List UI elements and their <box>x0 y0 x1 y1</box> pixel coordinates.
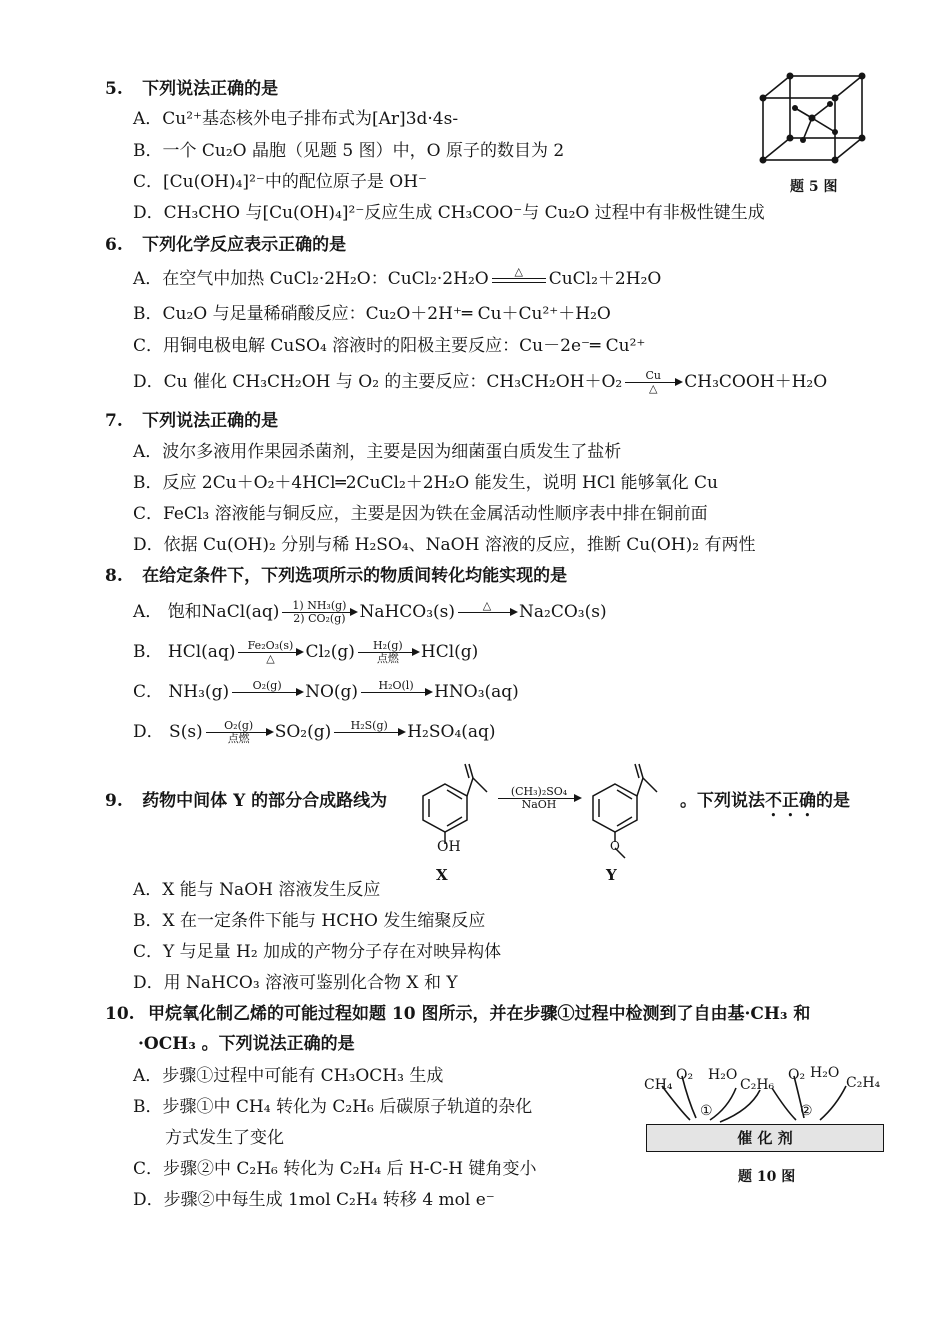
q9-structure-y <box>585 762 665 862</box>
q6-a-equals-sign <box>492 266 546 283</box>
q8-b-arrow-1-bottom: △ <box>266 652 275 665</box>
q6-option-d-right: CH₃COOH＋H₂O <box>684 372 828 392</box>
q8-a-species-3: Na₂CO₃(s) <box>519 602 607 622</box>
q10-fig-c2h4: C₂H₄ <box>846 1075 881 1091</box>
q6-option-d <box>133 370 827 395</box>
q8-d-arrow-1 <box>206 720 272 745</box>
q9-emphasis: 不正确 <box>765 791 816 811</box>
q9-reaction-arrow <box>498 786 580 811</box>
q6-d-catalyst: Cu <box>645 369 661 382</box>
q10-figure <box>640 1058 890 1158</box>
q8-b-arrow-2-bottom: 点燃 <box>376 652 399 665</box>
q9-option-c: C．Y 与足量 H₂ 加成的产物分子存在对映异构体 <box>133 942 502 962</box>
q5-option-c: C．[Cu(OH)₄]²⁻中的配位原子是 OH⁻ <box>133 172 427 192</box>
q8-d-label: D． <box>133 722 164 742</box>
q10-fig-h2o-1: H₂O <box>708 1067 738 1083</box>
q8-b-species-2: Cl₂(g) <box>305 642 355 662</box>
q8-a-species-2: NaHCO₃(s) <box>359 602 456 622</box>
q6-option-b: B．Cu₂O 与足量稀硝酸反应：Cu₂O＋2H⁺═ Cu＋Cu²⁺＋H₂O <box>133 304 611 324</box>
q7-option-d: D．依据 Cu(OH)₂ 分别与稀 H₂SO₄、NaOH 溶液的反应，推断 Cu(OH)₂ 有两性 <box>133 535 756 555</box>
q9-x-oh: OH <box>437 839 461 855</box>
q8-d-arrow-2 <box>334 720 404 745</box>
q7-option-c: C．FeCl₃ 溶液能与铜反应，主要是因为铁在金属活动性顺序表中排在铜前面 <box>133 504 708 524</box>
q5-figure-caption: 题 5 图 <box>790 179 838 195</box>
q8-c-arrow-2 <box>361 680 431 705</box>
q7-stem <box>105 410 278 432</box>
q8-number: 8. <box>105 566 123 586</box>
q8-a-arrow-1-bottom: 2) CO₂(g) <box>293 612 346 625</box>
q10-option-b-line-1: B．步骤①中 CH₄ 转化为 C₂H₆ 后碳原子轨道的杂化 <box>133 1097 533 1117</box>
q9-reagent-top: (CH₃)₂SO₄ <box>510 785 568 798</box>
q6-stem-text: 下列化学反应表示正确的是 <box>142 235 347 255</box>
q8-b-arrow-1-top: Fe₂O₃(s) <box>247 639 294 652</box>
q6-d-heat: △ <box>649 382 658 395</box>
q5-option-a: A．Cu²⁺基态核外电子排布式为[Ar]3d·4s- <box>133 109 459 129</box>
q9-stem-tail-1: 。下列说法 <box>680 791 765 811</box>
q8-d-species-1: S(s) <box>169 722 203 742</box>
q8-option-c <box>133 678 519 706</box>
q9-stem-tail-2: 的是 <box>816 791 850 811</box>
q8-c-arrow-1 <box>232 680 302 705</box>
q6-option-a <box>133 265 662 290</box>
q8-b-label: B． <box>133 642 163 662</box>
q8-d-species-3: H₂SO₄(aq) <box>407 722 496 742</box>
q8-b-arrow-1 <box>238 640 302 665</box>
q8-a-species-1: 饱和NaCl(aq) <box>167 602 280 622</box>
q8-b-arrow-2-top: H₂(g) <box>373 639 403 652</box>
q10-fig-step-1: ① <box>700 1103 713 1119</box>
q8-c-species-3: HNO₃(aq) <box>434 682 519 702</box>
q8-d-arrow-1-bottom: 点燃 <box>227 732 250 745</box>
q7-number: 7. <box>105 411 123 431</box>
q5-option-d: D．CH₃CHO 与[Cu(OH)₄]²⁻反应生成 CH₃COO⁻与 Cu₂O 过程中有非极性键生成 <box>133 203 765 223</box>
q10-stem-line-1 <box>105 1003 810 1025</box>
q9-option-a: A．X 能与 NaOH 溶液发生反应 <box>133 880 381 900</box>
q8-a-arrow-1-top: 1) NH₃(g) <box>292 599 347 612</box>
q6-option-c: C．用铜电极电解 CuSO₄ 溶液时的阳极主要反应：Cu－2e⁻═ Cu²⁺ <box>133 336 646 356</box>
q9-number: 9. <box>105 791 123 811</box>
q8-c-arrow-1-top: O₂(g) <box>252 679 282 692</box>
q10-option-a: A．步骤①过程中可能有 CH₃OCH₃ 生成 <box>133 1066 444 1086</box>
q8-option-d <box>133 718 496 746</box>
q8-c-species-2: NO(g) <box>305 682 359 702</box>
q8-b-species-3: HCl(g) <box>420 642 479 662</box>
q8-a-arrow-2-top: △ <box>482 599 492 612</box>
svg-text:O: O <box>610 839 620 853</box>
q10-option-d: D．步骤②中每生成 1mol C₂H₄ 转移 4 mol e⁻ <box>133 1190 495 1210</box>
q8-option-a <box>133 598 607 626</box>
q9-reagent-bottom: NaOH <box>521 798 557 811</box>
q6-d-arrow <box>625 370 681 395</box>
q6-option-a-left: A．在空气中加热 CuCl₂·2H₂O：CuCl₂·2H₂O <box>133 269 489 289</box>
q10-fig-o2-2: O₂ <box>788 1067 806 1083</box>
q8-stem-text: 在给定条件下，下列选项所示的物质间转化均能实现的是 <box>142 566 568 586</box>
q5-option-b: B．一个 Cu₂O 晶胞（见题 5 图）中，O 原子的数目为 2 <box>133 141 565 161</box>
q8-d-arrow-2-top: H₂S(g) <box>350 719 388 732</box>
q10-option-c: C．步骤②中 C₂H₆ 转化为 C₂H₄ 后 H-C-H 键角变小 <box>133 1159 537 1179</box>
q10-number: 10. <box>105 1004 135 1024</box>
q8-a-label: A． <box>133 602 163 622</box>
q6-option-d-left: D．Cu 催化 CH₃CH₂OH 与 O₂ 的主要反应：CH₃CH₂OH＋O₂ <box>133 372 623 392</box>
q8-d-species-2: SO₂(g) <box>274 722 332 742</box>
q9-stem-tail <box>680 790 850 821</box>
q5-number: 5. <box>105 79 123 99</box>
q10-fig-step-2: ② <box>800 1103 813 1119</box>
q9-option-d: D．用 NaHCO₃ 溶液可鉴别化合物 X 和 Y <box>133 973 458 993</box>
q9-label-y: Y <box>606 866 617 884</box>
q10-stem-text-1: 甲烷氧化制乙烯的可能过程如题 10 图所示，并在步骤①过程中检测到了自由基·CH₃ 和 <box>147 1004 811 1024</box>
q10-figure-caption: 题 10 图 <box>738 1169 796 1185</box>
q10-option-b-line-2: 方式发生了变化 <box>165 1128 284 1148</box>
q10-catalyst-bar <box>646 1124 884 1152</box>
q9-option-b: B．X 在一定条件下能与 HCHO 发生缩聚反应 <box>133 911 486 931</box>
q8-a-arrow-2 <box>458 600 516 625</box>
q8-b-species-1: HCl(aq) <box>167 642 236 662</box>
q8-b-arrow-2 <box>358 640 418 665</box>
q9-stem-text: 药物中间体 Y 的部分合成路线为 <box>142 791 388 811</box>
q5-unit-cell-figure <box>755 70 870 170</box>
q8-c-arrow-2-top: H₂O(l) <box>378 679 414 692</box>
q10-fig-c2h6: C₂H₆ <box>740 1077 775 1093</box>
q8-stem <box>105 565 567 587</box>
q8-c-species-1: NH₃(g) <box>168 682 230 702</box>
q6-option-a-right: CuCl₂＋2H₂O <box>548 269 662 289</box>
q5-stem-text: 下列说法正确的是 <box>142 79 279 99</box>
q10-fig-h2o-2: H₂O <box>810 1065 840 1081</box>
q10-catalyst-label: 催 化 剂 <box>737 1129 793 1147</box>
q8-a-arrow-1 <box>282 600 356 625</box>
q6-stem <box>105 234 346 256</box>
q6-number: 6. <box>105 235 123 255</box>
q9-stem <box>105 790 387 812</box>
q10-fig-o2-1: O₂ <box>676 1067 694 1083</box>
q8-d-arrow-1-top: O₂(g) <box>224 719 254 732</box>
q9-label-x: X <box>436 866 448 884</box>
q7-stem-text: 下列说法正确的是 <box>142 411 279 431</box>
q8-c-label: C． <box>133 682 164 702</box>
q7-option-a: A．波尔多液用作果园杀菌剂，主要是因为细菌蛋白质发生了盐析 <box>133 442 622 462</box>
q6-a-condition: △ <box>514 265 523 278</box>
q5-stem <box>105 78 278 100</box>
q7-option-b: B．反应 2Cu＋O₂＋4HCl═2CuCl₂＋2H₂O 能发生，说明 HCl 能够氧化 Cu <box>133 473 719 493</box>
q10-stem-line-2: ·OCH₃ 。下列说法正确的是 <box>138 1034 355 1054</box>
q10-fig-ch4: CH₄ <box>644 1077 673 1093</box>
q8-option-b <box>133 638 478 666</box>
